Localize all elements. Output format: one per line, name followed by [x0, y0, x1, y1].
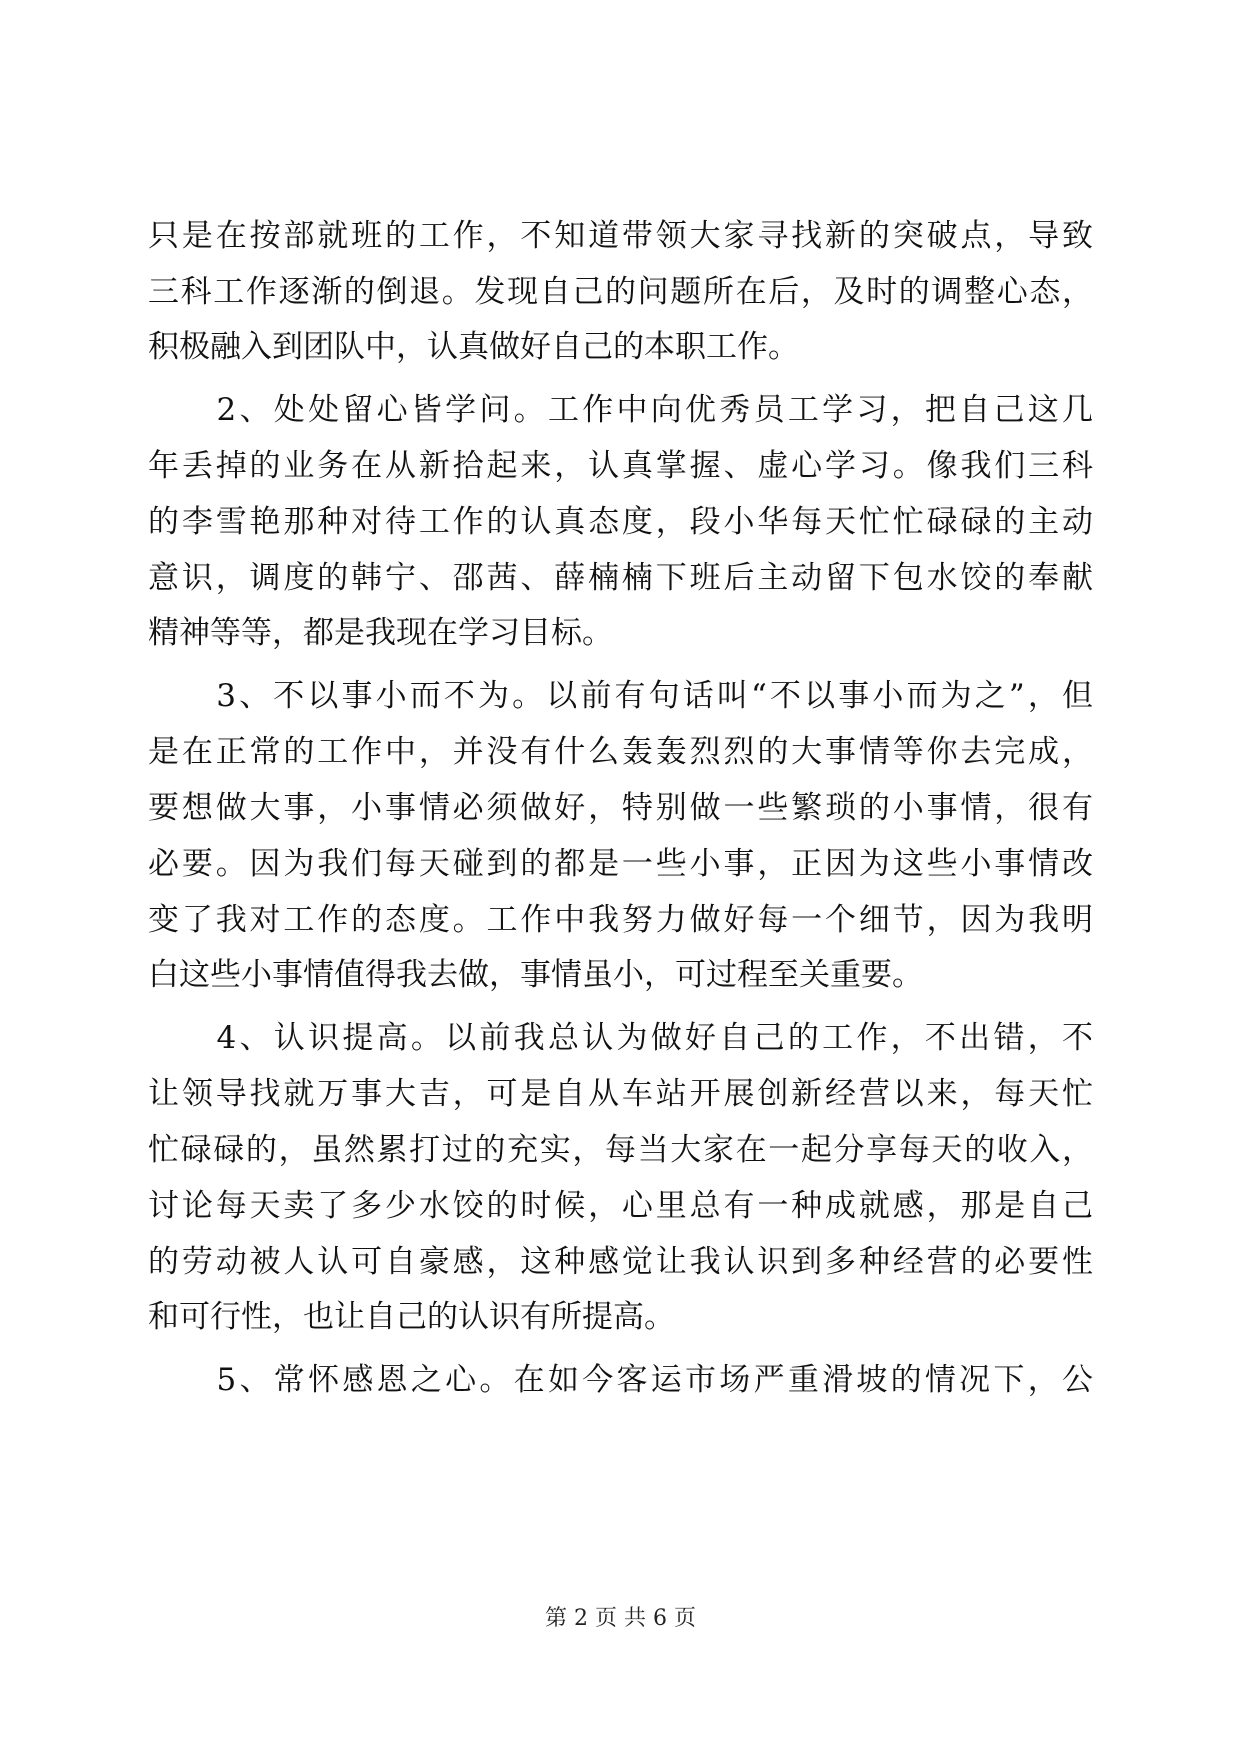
- text-line: 和可行性，也让自己的认识有所提高。: [148, 1299, 675, 1335]
- text-line: 让领导找就万事大吉，可是自从车站开展创新经营以来，每天忙: [148, 1076, 1093, 1112]
- text-line: 必要。因为我们每天碰到的都是一些小事，正因为这些小事情改: [148, 846, 1093, 882]
- text-line: 3、不以事小而不为。以前有句话叫“不以事小而为之”，但: [148, 678, 1093, 714]
- text-line: 5、常怀感恩之心。在如今客运市场严重滑坡的情况下，公: [148, 1362, 1093, 1398]
- page-number-footer: 第 2 页 共 6 页: [545, 1606, 696, 1631]
- text-line: 2、处处留心皆学问。工作中向优秀员工学习，把自己这几: [148, 392, 1093, 428]
- text-line: 讨论每天卖了多少水饺的时候，心里总有一种成就感，那是自己: [148, 1188, 1093, 1224]
- text-line: 的李雪艳那种对待工作的认真态度，段小华每天忙忙碌碌的主动: [148, 504, 1093, 540]
- text-line: 变了我对工作的态度。工作中我努力做好每一个细节，因为我明: [148, 902, 1093, 938]
- text-line: 是在正常的工作中，并没有什么轰轰烈烈的大事情等你去完成，: [148, 734, 1093, 770]
- text-line: 忙碌碌的，虽然累打过的充实，每当大家在一起分享每天的收入，: [148, 1132, 1093, 1168]
- text-line: 4、认识提高。以前我总认为做好自己的工作，不出错，不: [148, 1020, 1093, 1056]
- text-line: 要想做大事，小事情必须做好，特别做一些繁琐的小事情，很有: [148, 790, 1093, 826]
- text-line: 的劳动被人认可自豪感，这种感觉让我认识到多种经营的必要性: [148, 1244, 1093, 1280]
- text-line: 只是在按部就班的工作，不知道带领大家寻找新的突破点，导致: [148, 218, 1093, 254]
- text-line: 白这些小事情值得我去做，事情虽小，可过程至关重要。: [148, 957, 923, 993]
- text-line: 三科工作逐渐的倒退。发现自己的问题所在后，及时的调整心态，: [148, 274, 1093, 310]
- text-line: 精神等等，都是我现在学习目标。: [148, 615, 613, 651]
- text-line: 年丢掉的业务在从新拾起来，认真掌握、虚心学习。像我们三科: [148, 448, 1093, 484]
- text-line: 意识，调度的韩宁、邵茜、薛楠楠下班后主动留下包水饺的奉献: [148, 560, 1093, 596]
- text-line: 积极融入到团队中，认真做好自己的本职工作。: [148, 329, 799, 365]
